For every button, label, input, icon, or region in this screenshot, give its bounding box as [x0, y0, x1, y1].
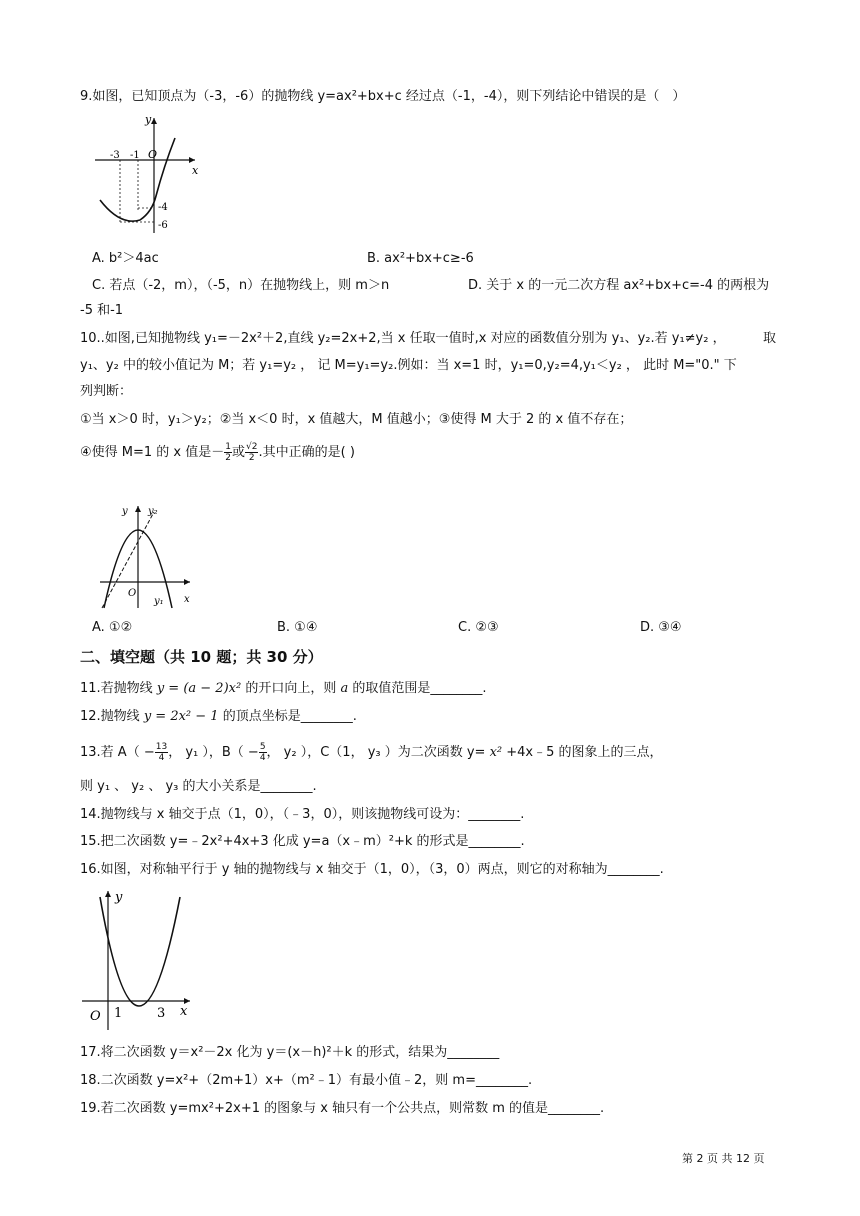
q16-three-label: 3: [157, 1006, 166, 1021]
q16-y-label: y: [115, 890, 123, 905]
q10-option-d: D. ③④: [640, 620, 682, 635]
q9-y-label: y: [145, 113, 152, 126]
q10-line3: 列判断：: [80, 384, 133, 399]
q10-statement-4: ④使得 M=1 的 x 值是－ $\frac{1}{2}$ 或 $\frac{√2}{2}$ .其中正确的是( ): [80, 442, 355, 463]
q10-x-label: x: [184, 594, 190, 605]
q16-x-label: x: [180, 1004, 188, 1019]
q9-option-d: D. 关于 x 的一元二次方程 ax²+bx+c=-4 的两根为: [468, 278, 770, 293]
q9-neg3-label: -3: [110, 150, 120, 161]
q9-neg6-label: -6: [158, 220, 168, 231]
q9-x-label: x: [192, 164, 199, 177]
q10-y1-label: y₁: [154, 596, 164, 607]
q16-stem: 16.如图，对称轴平行于 y 轴的抛物线与 x 轴交于（1，0），（3，0）两点，则它的对称轴为________.: [80, 862, 664, 877]
q10-y2-label: y₂: [148, 506, 158, 517]
q10-graph: [98, 500, 198, 610]
q13-line1: 13.若 A（ − $\frac{13}{4}$ ， y₁ ），B（ − $\frac{5}{4}$ ， y₂ ），C（1， y₃ ）为二次函数 y= x² +4x﹣5 的图象上的三点，: [80, 742, 663, 763]
page-footer: 第 2 页 共 12 页: [682, 1152, 765, 1165]
q12: 12.抛物线 y = 2x² − 1 的顶点坐标是________.: [80, 709, 357, 724]
q9-neg4-label: -4: [158, 202, 168, 213]
q10-option-c: C. ②③: [458, 620, 499, 635]
q9-option-d-cont: -5 和-1: [80, 303, 124, 318]
q10-option-b: B. ①④: [277, 620, 318, 635]
q16-one-label: 1: [114, 1006, 123, 1021]
q10-option-a: A. ①②: [92, 620, 133, 635]
q9-origin-label: O: [148, 148, 158, 161]
q16-graph: [80, 885, 200, 1035]
q13-line2: 则 y₁ 、 y₂ 、 y₃ 的大小关系是________.: [80, 779, 317, 794]
q16-origin-label: O: [90, 1009, 101, 1024]
q17: 17.将二次函数 y＝x²－2x 化为 y＝(x－h)²＋k 的形式，结果为________: [80, 1045, 500, 1060]
q10-y-label: y: [122, 506, 128, 517]
fraction-root2-half: $\frac{√2}{2}$: [246, 442, 258, 463]
q10-statements: ①当 x＞0 时，y₁＞y₂；②当 x＜0 时，x 值越大，M 值越小；③使得 M 大于 2 的 x 值不存在；: [80, 412, 633, 427]
q9-option-b: B. ax²+bx+c≥-6: [367, 251, 474, 266]
q10-line2: y₁、y₂ 中的较小值记为 M；若 y₁=y₂ ， 记 M=y₁=y₂.例如：当 x=1 时，y₁=0,y₂=4,y₁＜y₂ ， 此时 M="0." 下: [80, 358, 737, 373]
q11: 11.若抛物线 y = (a − 2)x² 的开口向上，则 a 的取值范围是________.: [80, 681, 487, 696]
fraction-half: $\frac{1}{2}$: [225, 442, 231, 463]
q10-line1-end: 取: [763, 331, 777, 346]
q18: 18.二次函数 y=x²+（2m+1）x+（m²﹣1）有最小值﹣2，则 m=________.: [80, 1073, 533, 1088]
q15: 15.把二次函数 y=﹣2x²+4x+3 化成 y=a（x﹣m）²+k 的形式是________.: [80, 834, 525, 849]
q10-line1: 10..如图,已知抛物线 y₁=－2x²＋2,直线 y₂=2x+2,当 x 任取一值时,x 对应的函数值分别为 y₁、y₂.若 y₁≠y₂ ，: [80, 331, 726, 346]
q9-graph: [90, 108, 210, 238]
q9-stem: 9.如图，已知顶点为（-3，-6）的抛物线 y=ax²+bx+c 经过点（-1，-4），则下列结论中错误的是（ ）: [80, 89, 686, 104]
q10-origin-label: O: [128, 588, 137, 599]
q19: 19.若二次函数 y=mx²+2x+1 的图象与 x 轴只有一个公共点，则常数 m 的值是________.: [80, 1101, 605, 1116]
q9-neg1-label: -1: [130, 150, 140, 161]
q9-option-c: C. 若点（-2，m），（-5，n）在抛物线上，则 m＞n: [92, 278, 390, 293]
q9-option-a: A. b²＞4ac: [92, 251, 159, 266]
q14: 14.抛物线与 x 轴交于点（1，0），（﹣3，0），则该抛物线可设为：________.: [80, 807, 525, 822]
section-title-fill-in: 二、填空题（共 10 题；共 30 分）: [80, 648, 323, 666]
